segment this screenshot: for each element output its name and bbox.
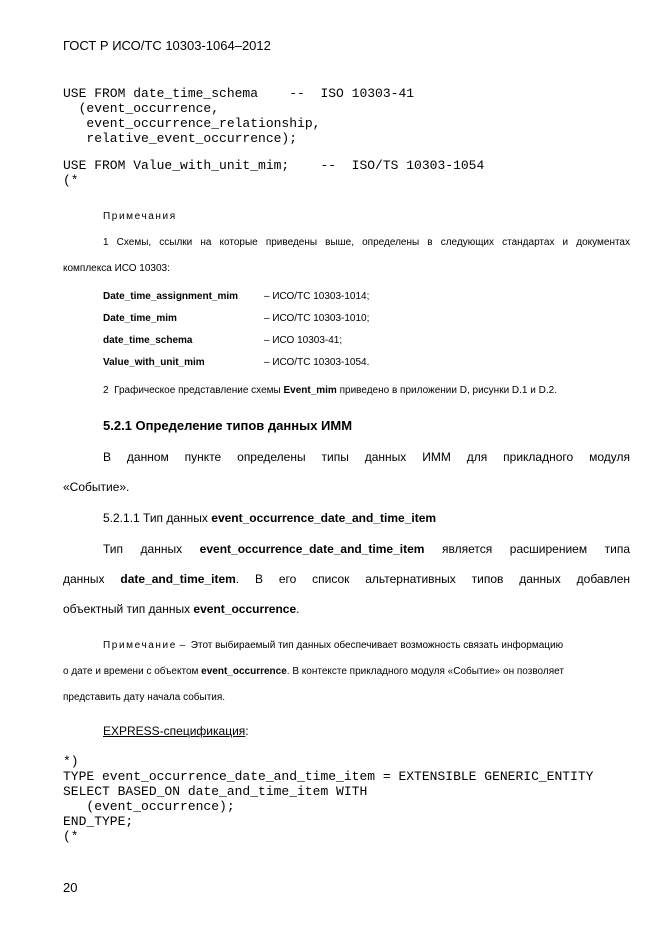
note-text: . В контексте прикладного модуля «Событие» он позволяет	[286, 666, 564, 677]
ref-name: Value_with_unit_mim	[103, 357, 205, 368]
code-line: TYPE event_occurrence_date_and_time_item = EXTENSIBLE GENERIC_ENTITY	[63, 769, 594, 784]
ref-standard: – ИСО 10303-41;	[264, 335, 343, 346]
document-header: ГОСТ Р ИСО/ТС 10303-1064–2012	[63, 38, 271, 53]
paragraph-line	[103, 542, 630, 556]
paragraph-line	[63, 572, 630, 586]
paragraph-line: В данном пункте определены типы данных ИММ для прикладного модуля	[103, 450, 630, 464]
text: является расширением типа	[424, 542, 630, 556]
ref-name: Date_time_mim	[103, 313, 177, 324]
note-1-line-1: 1 Схемы, ссылки на которые приведены выше, определены в следующих стандартах и документах	[103, 237, 630, 248]
code-line: event_occurrence_relationship,	[63, 116, 321, 131]
ref-name: date_time_schema	[103, 335, 193, 346]
subsection-label: 5.2.1.1 Тип данных	[103, 511, 212, 525]
note-text: о дате и времени с объектом	[63, 666, 202, 677]
note-2	[103, 385, 557, 396]
ref-standard: – ИСО/ТС 10303-1014;	[264, 291, 370, 302]
subsection-type-name: event_occurrence_date_and_time_item	[211, 511, 437, 525]
ref-name: Date_time_assignment_mim	[103, 291, 239, 302]
page-number: 20	[63, 880, 78, 895]
subsection-title	[103, 511, 436, 525]
note-line: представить дату начала события.	[63, 692, 226, 703]
type-name: date_and_time_item	[120, 572, 236, 586]
text: Тип данных	[103, 542, 200, 556]
note-label: Примечание	[103, 640, 177, 651]
ref-standard: – ИСО/ТС 10303-1010;	[264, 313, 370, 324]
note-line	[103, 640, 563, 651]
express-spec-heading	[103, 724, 249, 738]
text: .	[296, 602, 300, 616]
code-line: (*	[63, 829, 79, 844]
note-entity: event_occurrence	[201, 666, 287, 677]
paragraph-line: «Событие».	[63, 480, 130, 494]
type-name: event_occurrence	[193, 602, 297, 616]
text: объектный тип данных	[63, 602, 194, 616]
note-2-schema: Event_mim	[283, 385, 337, 396]
colon: :	[245, 724, 249, 738]
code-line: (event_occurrence);	[63, 799, 235, 814]
type-name: event_occurrence_date_and_time_item	[199, 542, 425, 556]
notes-title: Примечания	[103, 211, 177, 222]
note-line	[63, 666, 564, 677]
code-line: (event_occurrence,	[63, 101, 220, 116]
note-1-line-2: комплекса ИСО 10303:	[63, 263, 170, 274]
code-line: END_TYPE;	[63, 814, 134, 829]
text: . В его список альтернативных типов данных добавлен	[235, 572, 631, 586]
ref-standard: – ИСО/ТС 10303-1054.	[264, 357, 370, 368]
express-spec-link[interactable]: EXPRESS-спецификация	[103, 724, 246, 738]
section-title: 5.2.1 Определение типов данных ИММ	[103, 418, 353, 433]
code-line: *)	[63, 754, 79, 769]
code-line: (*	[63, 173, 79, 188]
note-2-text: приведено в приложении D, рисунки D.1 и D.2.	[336, 385, 557, 396]
note-text: – Этот выбираемый тип данных обеспечивает возможность связать информацию	[176, 640, 564, 651]
code-line: relative_event_occurrence);	[63, 131, 298, 146]
code-line: USE FROM date_time_schema -- ISO 10303-41	[63, 86, 415, 101]
text: данных	[63, 572, 121, 586]
paragraph-line	[63, 602, 300, 616]
code-line: USE FROM Value_with_unit_mim; -- ISO/TS 10303-1054	[63, 158, 485, 173]
note-2-text: 2 Графическое представление схемы	[103, 385, 284, 396]
code-line: SELECT BASED_ON date_and_time_item WITH	[63, 784, 368, 799]
